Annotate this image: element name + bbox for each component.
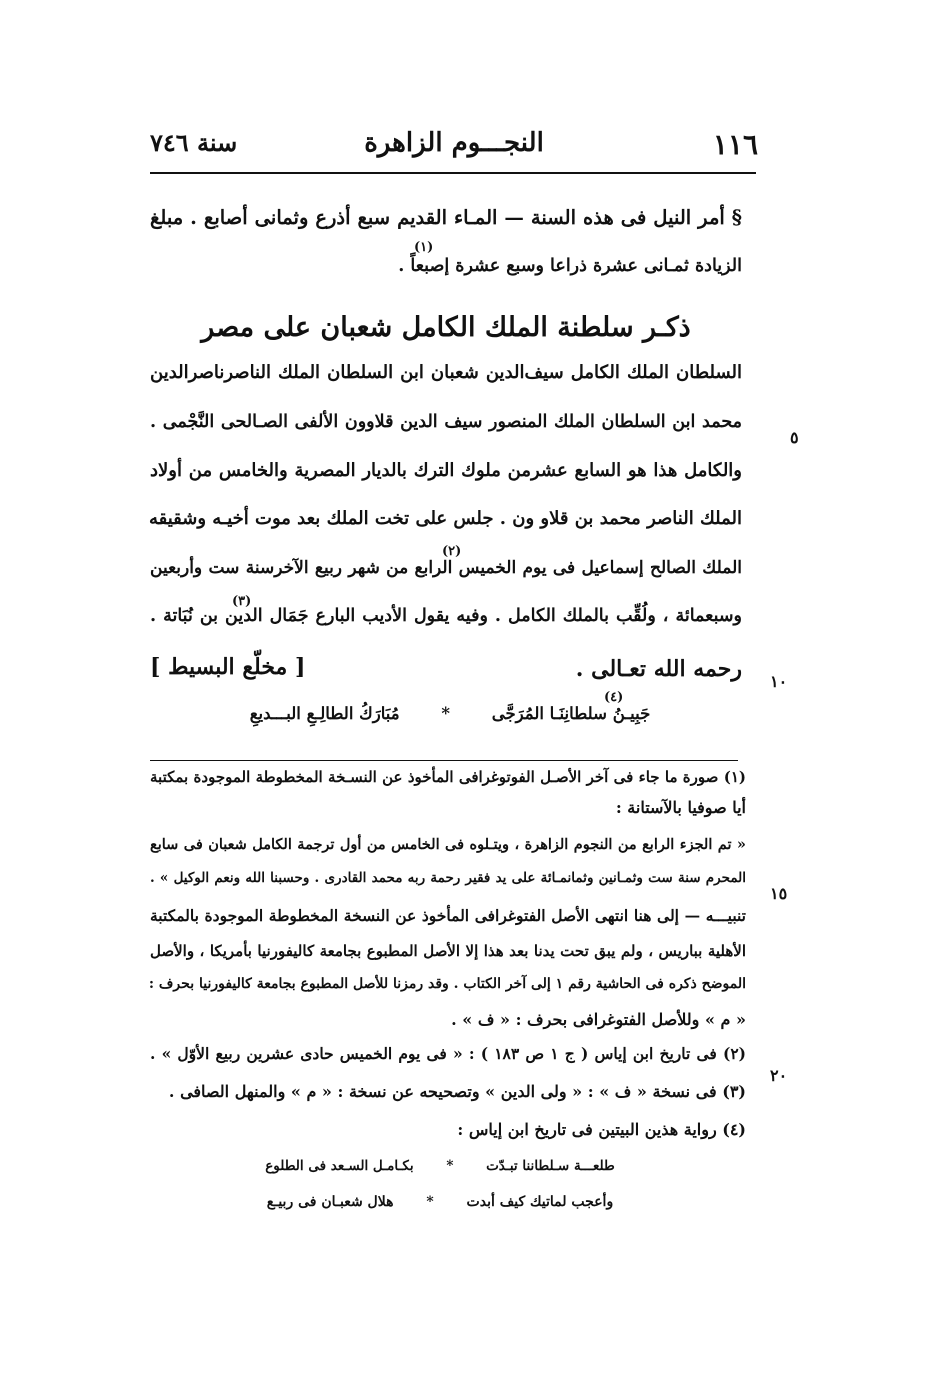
footnote-1-line-7: الموضح ذكره فى الحاشية رقم ١ إلى آخر الكتاب . وقد رمزنا للأصل المطبوع بجامعة كاليفورنيا بحرف : — [148, 976, 746, 992]
footnote-4-verse-2-separator: * — [426, 1194, 434, 1210]
running-title: النجـــوم الزاهرة — [364, 128, 544, 158]
footnote-marker-3: (٣) — [232, 594, 252, 609]
nile-line-1: § أمر النيل فى هذه السنة — المـاء القديم سبع أذرع وثمانى أصابع . مبلغ — [150, 206, 742, 229]
footnote-2: (٢) فى تاريخ ابن إياس ( ج ١ ص ١٨٣ ) : « فى يوم الخميس حادى عشرين ربيع الأوّل » . — [150, 1044, 746, 1063]
year-label: سنة ٧٤٦ — [150, 128, 238, 157]
verse-separator: * — [441, 704, 450, 723]
footnote-4-verse-2b: هلال شعبـان فى ربيـع — [266, 1194, 394, 1210]
footnote-1-line-3: « تم الجزء الرابع من النجوم الزاهرة ، ويتـلوه فى الخامس من أول ترجمة الكامل شعبان فى سابع — [150, 836, 746, 853]
margin-number-5: ٥ — [790, 428, 799, 447]
footnote-4-verse-2 — [250, 1194, 630, 1210]
section-heading: ذكـر سلطنة الملك الكامل شعبان على مصر — [201, 312, 691, 343]
footnote-4-verse-1b: بكـامـل السـعد فى الطلوع — [265, 1158, 414, 1174]
margin-number-20: ٢٠ — [770, 1066, 788, 1085]
footnote-marker-4: (٤) — [604, 690, 624, 705]
footnote-4-verse-1-separator: * — [446, 1158, 454, 1174]
footnote-3: (٣) فى نسخة « ف » : « ولى الدين » وتصحيحه عن نسخة : « م » والمنهل الصافى . — [168, 1082, 746, 1101]
meter-tag: [ مخلّع البسيط ] — [150, 654, 306, 680]
footnote-1-line-4: المحرم سنة ست وثمـانين وثمانمـائة على يد فقير رحمة ربه محمد القادرى . وحسبنا الله ونعم الوكيل » . — [150, 870, 746, 886]
margin-number-15: ١٥ — [770, 884, 788, 903]
footnote-marker-1: (١) — [414, 240, 434, 255]
footnote-marker-2: (٢) — [442, 544, 462, 559]
margin-number-10: ١٠ — [770, 672, 788, 691]
verse-hemistich-1: جَبِيـنُ سلطانِنَـا المُرَجَّى — [491, 704, 651, 723]
body-line-4: الملك الناصر محمد بن قلاو ون . جلس على تخت الملك بعد موت أخيـه وشقيقه — [148, 508, 742, 529]
footnote-1-line-1: (١) صورة ما جاء فى آخر الأصـل الفوتوغرافى المأخوذ عن النسـخة المخطوطة الموجودة بمكتبة — [150, 768, 746, 786]
verse-hemistich-2: مُبَارَكُ الطالِـعِ البـــديعِ — [249, 704, 400, 723]
footnote-4: (٤) رواية هذين البيتين فى تاريخ ابن إياس : — [457, 1120, 746, 1139]
body-line-1: السلطان الملك الكامل سيف‌الدين شعبان ابن السلطان الملك الناصرناصرالدين — [150, 362, 742, 383]
body-line-2: محمد ابن السلطان الملك المنصور سيف الدين قلاوون الألفى الصـالحى النَّجْمى . — [150, 412, 742, 432]
footnote-rule — [150, 760, 738, 761]
footnote-1-line-5: تنبيـــه — إلى هنا انتهى الأصل الفتوغرافى المأخوذ عن النسخة المخطوطة الموجودة بالمكتبة — [150, 906, 746, 925]
body-line-5: الملك الصالح إسماعيل فى يوم الخميس الرابع من شهر ربيع الآخرسنة ست وأربعين — [150, 558, 742, 578]
nile-line-2: الزيادة ثمـانى عشرة ذراعا وسبع عشرة إصبعاً . — [398, 256, 742, 276]
page-header — [150, 128, 758, 162]
body-line-3: والكامل هذا هو السابع عشرمن ملوك الترك بالديار المصرية والخامس من أولاد — [150, 460, 742, 481]
closing-line: رحمه الله تعـالى . — [575, 656, 742, 682]
footnote-1-line-6: الأهلية بباريس ، ولم يبق تحت يدنا بعد هذا إلا الأصل المطبوع بجامعة كاليفورنيا بأمريكا ، والأصل — [150, 942, 746, 960]
header-rule — [150, 172, 756, 174]
footnote-4-verse-1a: طلعـــة سـلطاننا تبـدّت — [486, 1158, 615, 1174]
footnote-1-line-8: « م » وللأصل الفتوغرافى بحرف : « ف » . — [451, 1010, 746, 1029]
footnote-4-verse-1 — [250, 1158, 630, 1174]
body-line-6: وسبعمائة ، ولُقِّب بالملك الكامل . وفيه يقول الأديب البارع جَمَال الدين بن نُبَاتة . — [150, 606, 742, 626]
footnote-4-verse-2a: وأعجب لماتيك كيف أبدت — [466, 1194, 614, 1210]
verse-line — [230, 704, 670, 723]
page-number: ١١٦ — [712, 128, 758, 161]
footnote-1-line-2: أيا صوفيا بالآستانة : — [615, 798, 746, 817]
